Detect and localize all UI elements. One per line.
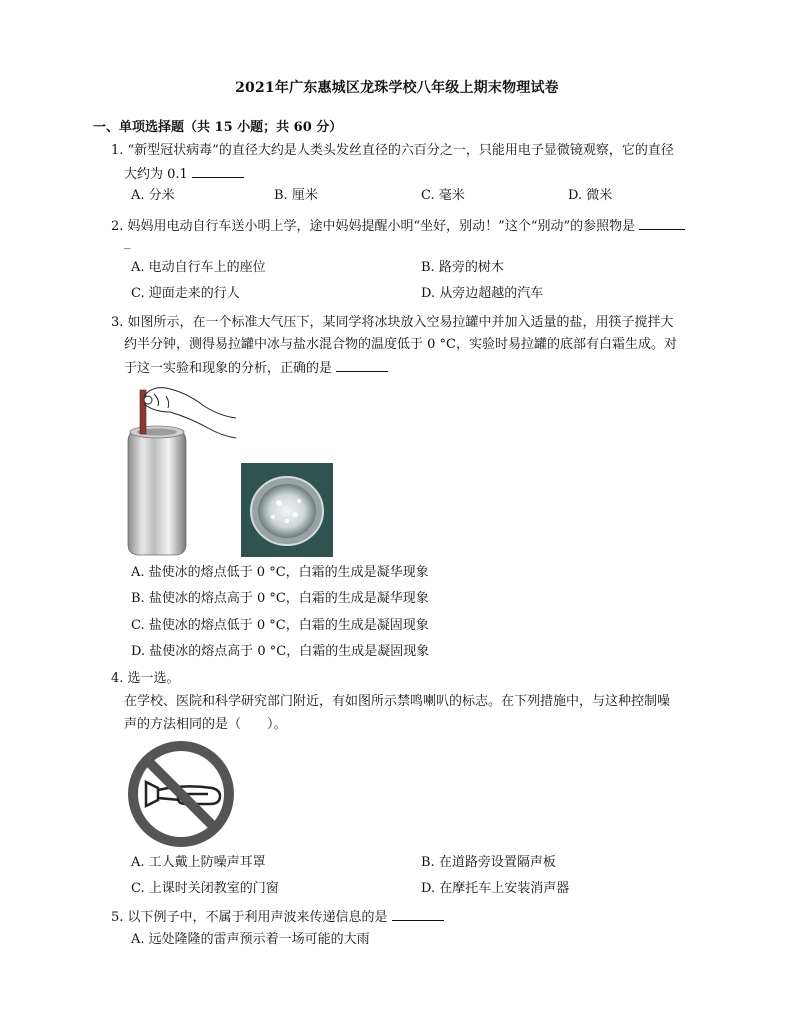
q4-text-line1: 4. 选一选。: [111, 671, 180, 686]
q3-text-line2: 约半分钟，测得易拉罐中冰与盐水混合物的温度低于 0 °C，实验时易拉罐的底部有白霜生成。对: [124, 337, 677, 352]
q2-option-d: D. 从旁边超越的汽车: [421, 286, 544, 301]
q4-option-d: D. 在摩托车上安装消声器: [421, 881, 570, 896]
q5-option-a: A. 远处隆隆的雷声预示着一场可能的大雨: [131, 932, 370, 947]
q3-option-d: D. 盐使冰的熔点高于 0 °C，白霜的生成是凝固现象: [131, 644, 430, 659]
q2-option-b: B. 路旁的树木: [421, 260, 504, 275]
answer-blank: [336, 357, 388, 372]
page-title: 2021年广东惠城区龙珠学校八年级上期末物理试卷: [235, 80, 559, 96]
q4-option-c: C. 上课时关闭教室的门窗: [131, 881, 279, 896]
frost-photo: [241, 463, 333, 557]
q1-option-d: D. 微米: [568, 188, 613, 203]
q2-text-line2: _: [124, 235, 131, 250]
answer-blank: [192, 163, 244, 178]
q2-text-line1: 2. 妈妈用电动自行车送小明上学，途中妈妈提醒小明“坐好，别动！”这个“别动”的参照物是: [111, 215, 685, 237]
can-stirring-illustration: [124, 382, 240, 558]
section-heading: 一、单项选择题（共 15 小题；共 60 分）: [93, 120, 343, 135]
q5-text-line1: 5. 以下例子中，不属于利用声波来传递信息的是: [111, 906, 444, 928]
q1-text-line2: 大约为 0.1: [124, 163, 244, 185]
answer-blank: [392, 906, 444, 921]
q4-text-line2: 在学校、医院和科学研究部门附近，有如图所示禁鸣喇叭的标志。在下列措施中，与这种控制噪: [124, 694, 671, 709]
q1-option-c: C. 毫米: [421, 188, 465, 203]
q3-option-b: B. 盐使冰的熔点高于 0 °C，白霜的生成是凝华现象: [131, 591, 429, 606]
q3-option-a: A. 盐使冰的熔点低于 0 °C，白霜的生成是凝华现象: [131, 565, 429, 580]
q4-text-line3: 声的方法相同的是（ ）。: [124, 717, 287, 732]
no-horn-sign-icon: [124, 738, 238, 850]
q4-option-a: A. 工人戴上防噪声耳罩: [131, 855, 266, 870]
q3-text-line1: 3. 如图所示，在一个标准大气压下，某同学将冰块放入空易拉罐中并加入适量的盐，用筷子搅拌大: [111, 315, 674, 330]
q3-option-c: C. 盐使冰的熔点低于 0 °C，白霜的生成是凝固现象: [131, 618, 429, 633]
q1-option-a: A. 分米: [131, 188, 175, 203]
q4-option-b: B. 在道路旁设置隔声板: [421, 855, 556, 870]
q3-text-line3: 于这一实验和现象的分析，正确的是: [124, 357, 388, 379]
q1-text-line1: 1. “新型冠状病毒”的直径大约是人类头发丝直径的六百分之一，只能用电子显微镜观察，它的直径: [111, 143, 674, 158]
q2-option-c: C. 迎面走来的行人: [131, 286, 240, 301]
answer-blank: [639, 215, 685, 230]
q2-option-a: A. 电动自行车上的座位: [131, 260, 266, 275]
q1-option-b: B. 厘米: [274, 188, 318, 203]
